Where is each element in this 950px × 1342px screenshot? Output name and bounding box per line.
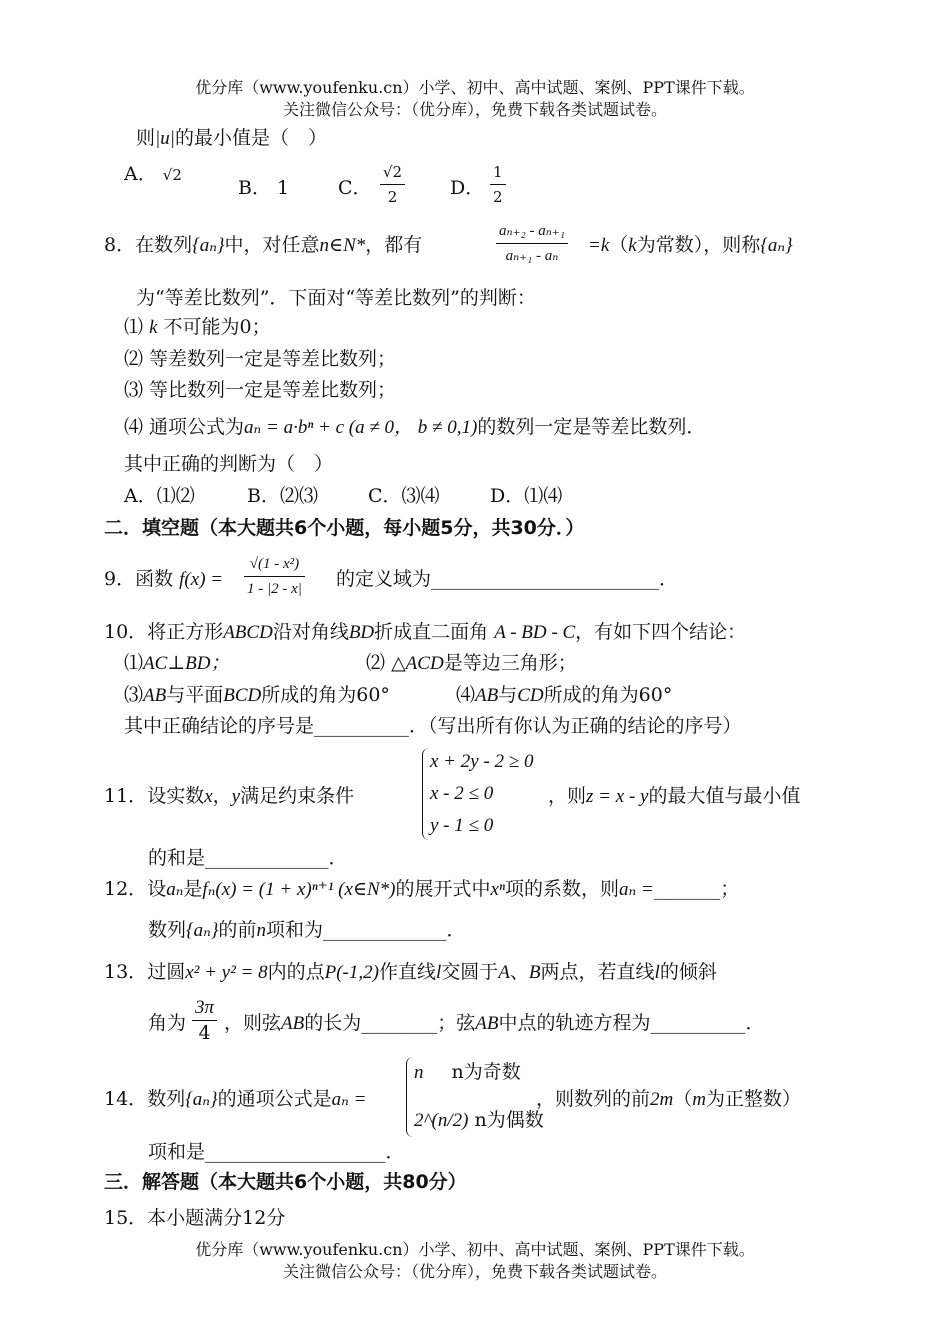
q13-line2-pre: 角为 (148, 1012, 187, 1034)
q14-line2: 项和是___________________． (148, 1141, 405, 1163)
header-line-2: 关注微信公众号：（优分库），免费下载各类试题试卷。 (282, 100, 667, 119)
q7-options (124, 162, 182, 187)
q11-constraint-1: x + 2y - 2 ≥ 0 (430, 751, 534, 772)
q8-stem: 8．在数列{aₙ}中，对任意n∈N*，都有 (104, 234, 423, 256)
section-2-title: 二．填空题（本大题共6个小题，每小题5分，共30分．） (104, 517, 585, 539)
q8-option-a: A．⑴⑵ (124, 485, 195, 507)
q8-seq: {aₙ} (192, 235, 225, 256)
q8-statement-1: ⑴ k 不可能为0； (124, 316, 271, 338)
q9-frac: $\frac{\text{√(1 - x²)}}{1 - |2 - x|}$ (242, 552, 307, 601)
q11-constraint-2: x - 2 ≤ 0 (430, 783, 494, 804)
q14-stem: 14．数列{aₙ}的通项公式是aₙ = (104, 1088, 367, 1110)
q7-option-b: B． 1 (238, 177, 290, 199)
q7-option-c: C． (338, 177, 372, 199)
q8-statement-3: ⑶ 等比数列一定是等差比数列； (124, 379, 397, 401)
header-line-1: 优分库（www.youfenku.cn）小学、初中、高中试题、案例、PPT课件下载。 (195, 78, 755, 97)
q10-conclusion-3: ⑶AB与平面BCD所成的角为60° (124, 684, 390, 706)
q13-line2: ，则弦AB的长为________；弦AB中点的轨迹方程为__________． (224, 1012, 765, 1034)
q10-ask: 其中正确结论的序号是__________．（写出所有你认为正确的结论的序号） (124, 715, 742, 737)
q7-stem-pre: 则 (136, 127, 156, 149)
q11-stem: 11．设实数x，y满足约束条件 (104, 785, 355, 807)
q9-stem: 9．函数 f(x) = (104, 568, 224, 590)
q14-case-1: n n为奇数 (414, 1061, 521, 1083)
section-3-title: 三．解答题（本大题共6个小题，共80分） (104, 1171, 467, 1193)
q8-option-b: B．⑵⑶ (247, 485, 318, 507)
q7-option-d-frac: $\frac{1}{2}$ (488, 160, 508, 209)
q8-ratio-frac: $\frac{\text{aₙ₊₂ - aₙ₊₁}}{\text{aₙ₊₁ - aₙ}}$ (494, 219, 570, 268)
q11-brace (422, 748, 429, 840)
q9-tail: 的定义域为________________________． (336, 568, 679, 590)
q12-line2: 数列{aₙ}的前n项和为_____________． (148, 919, 466, 941)
footer-line-2: 关注微信公众号：（优分库），免费下载各类试题试卷。 (282, 1262, 667, 1281)
q8-statement-2: ⑵ 等差数列一定是等差比数列； (124, 348, 397, 370)
q7-option-a: A． √2 (124, 163, 182, 185)
q7-stem (136, 126, 327, 151)
q14-brace (406, 1057, 413, 1137)
q8-ask: 其中正确的判断为（ ） (124, 453, 334, 475)
q11-constraint-3: y - 1 ≤ 0 (430, 815, 494, 836)
q8-stem-tail: =k（k为常数），则称{aₙ} (588, 234, 793, 256)
q8-line2: 为“等差比数列”．下面对“等差比数列”的判断： (136, 287, 536, 309)
q10-conclusion-2: ⑵ △ACD是等边三角形； (366, 652, 577, 674)
q7-expr: |u| (155, 128, 175, 149)
q10-conclusion-1: ⑴AC⊥BD； (124, 652, 230, 674)
q12-stem: 12．设aₙ是fₙ(x) = (1 + x)ⁿ⁺¹ (x∈N*)的展开式中xⁿ项的系数，则aₙ =_______； (104, 878, 740, 900)
q8-option-c: C．⑶⑷ (368, 485, 440, 507)
q11-tail: ，则z = x - y的最大值与最小值 (548, 785, 801, 807)
q11-line2: 的和是_____________． (148, 847, 348, 869)
footer-line-1: 优分库（www.youfenku.cn）小学、初中、高中试题、案例、PPT课件下载。 (195, 1240, 755, 1259)
q8-option-d: D．⑴⑷ (490, 485, 563, 507)
q14-case-2: 2^(n/2) n为偶数 (414, 1109, 544, 1131)
q13-angle-frac: $\frac{3\pi}{4}$ (190, 996, 219, 1045)
q10-stem: 10．将正方形ABCD沿对角线BD折成直二面角 A - BD - C，有如下四个结论： (104, 621, 747, 643)
q13-stem: 13．过圆x² + y² = 8内的点P(-1,2)作直线l交圆于A、B两点，若直线l的倾斜 (104, 961, 717, 983)
q10-conclusion-4: ⑷AB与CD所成的角为60° (456, 684, 673, 706)
q7-stem-post: 的最小值是（ ） (174, 127, 327, 149)
q7-option-c-frac: $\frac{√2}{2}$ (378, 160, 407, 209)
q15-title: 15．本小题满分12分 (104, 1207, 286, 1229)
q8-statement-4: ⑷ 通项公式为aₙ = a·bⁿ + c (a ≠ 0， b ≠ 0,1)的数列一定是等差比数列． (124, 416, 706, 438)
q14-tail: ，则数列的前2m（m为正整数） (536, 1088, 802, 1110)
q7-option-d: D． (450, 177, 485, 199)
